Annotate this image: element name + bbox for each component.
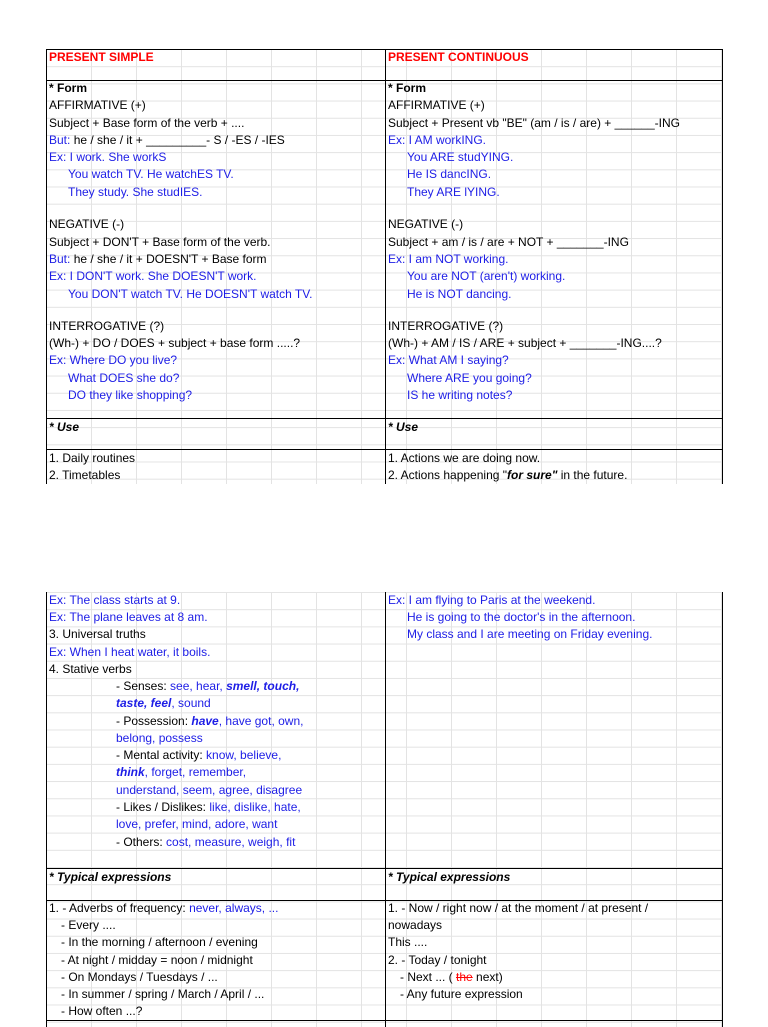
stative-verbs-emph: taste, feel [116,696,172,710]
expression-item: - In the morning / afternoon / evening [61,935,258,949]
stative-verbs: like, dislike, hate, [209,800,301,814]
use-text: in the future. [557,468,628,482]
example-line: DO they like shopping? [68,388,193,402]
table-border-right [722,592,723,1027]
but-text: he / she / it + DOESN'T + Base form [70,252,267,266]
example-line: Ex: What AM I saying? [388,353,509,367]
stative-senses [49,678,299,695]
example-line: He is NOT dancing. [407,287,512,301]
example-line: Where ARE you going? [407,371,532,385]
stative-verbs-emph: smell, touch, [226,679,300,693]
present-continuous-column [386,49,721,484]
expression-text: 1. - Adverbs of frequency: [49,901,190,915]
example-line: Ex: I am NOT working. [388,252,509,266]
example-line: Ex: The plane leaves at 8 am. [49,610,208,624]
struck-word: the [456,970,473,984]
affirmative-label: AFFIRMATIVE (+) [49,98,146,112]
expression-item: nowadays [388,918,443,932]
interrogative-label: INTERROGATIVE (?) [49,319,165,333]
example-line: What DOES she do? [68,371,180,385]
stative-verbs-emph: think [116,765,145,779]
interrogative-label: INTERROGATIVE (?) [388,319,504,333]
example-line: Ex: Where DO you live? [49,353,178,367]
form-label: * Form [388,81,427,95]
affirmative-rule: Subject + Base form of the verb + .... [49,116,245,130]
example-line: Ex: The class starts at 9. [49,593,181,607]
example-line: You are NOT (aren't) working. [407,269,566,283]
example-line: My class and I are meeting on Friday evening. [407,627,653,641]
stative-verbs: know, believe, [206,748,282,762]
use-label: * Use [388,420,419,434]
stative-verbs: , forget, remember, [144,765,247,779]
use-item [388,467,627,484]
stative-label: - Mental activity: [116,748,207,762]
negative-rule: Subject + am / is / are + NOT + _______-ING [388,235,629,249]
stative-senses-cont [49,695,211,712]
present-simple-column [47,49,384,484]
form-label: * Form [49,81,88,95]
example-line: They study. She studIES. [68,185,203,199]
expression-item: This .... [388,935,428,949]
present-continuous-header: PRESENT CONTINUOUS [388,50,529,64]
example-line: You watch TV. He watchES TV. [68,167,234,181]
present-continuous-column-cont [386,592,721,1027]
stative-verbs: , have got, own, [218,714,304,728]
expression-item: 1. - Now / right now / at the moment / at present / [388,901,649,915]
but-text: he / she / it + _________- S / -ES / -IES [70,133,285,147]
example-line: Ex: I DON'T work. She DOESN'T work. [49,269,257,283]
use-item: 2. Timetables [49,468,121,482]
expression-item [388,969,503,986]
use-text: 2. Actions happening " [388,468,508,482]
sheet-page-2 [46,592,723,1027]
expression-item: - Every .... [61,918,116,932]
stative-label: - Possession: [116,714,192,728]
expression-item: - Any future expression [400,987,523,1001]
affirmative-label: AFFIRMATIVE (+) [388,98,485,112]
example-line: IS he writing notes? [407,388,513,402]
stative-verbs: , sound [171,696,211,710]
present-simple-column-cont [47,592,384,1027]
stative-mental [49,747,281,764]
stative-likes [49,799,301,816]
affirmative-rule: Subject + Present vb "BE" (am / is / are) + ______-ING [388,116,680,130]
use-item: 4. Stative verbs [49,662,132,676]
negative-label: NEGATIVE (-) [388,217,464,231]
example-line: Ex: I am flying to Paris at the weekend. [388,593,596,607]
expression-item: 2. - Today / tonight [388,953,487,967]
but-rule-2 [49,251,267,268]
stative-verbs: understand, seem, agree, disagree [116,783,303,797]
expression-item [49,900,278,917]
stative-verbs: love, prefer, mind, adore, want [116,817,278,831]
but-rule-1 [49,132,285,149]
stative-mental-cont [49,764,246,781]
example-line: You ARE studYING. [407,150,514,164]
example-line: He IS dancING. [407,167,492,181]
use-item: 1. Daily routines [49,451,136,465]
expression-item: - How often ...? [61,1004,143,1018]
example-line: Ex: I work. She workS [49,150,167,164]
expression-item: - In summer / spring / March / April / ... [61,987,265,1001]
example-line: You DON'T watch TV. He DOESN'T watch TV. [68,287,313,301]
use-item: 3. Universal truths [49,627,146,641]
expression-text: next) [472,970,503,984]
sheet-page-1 [46,49,723,484]
use-label: * Use [49,420,80,434]
stative-verbs: cost, measure, weigh, fit [166,835,296,849]
typical-expressions-label: * Typical expressions [388,870,511,884]
interrogative-rule: (Wh-) + DO / DOES + subject + base form .....? [49,336,301,350]
example-line: They ARE lYING. [407,185,500,199]
stative-verbs: belong, possess [116,731,203,745]
negative-label: NEGATIVE (-) [49,217,125,231]
but-word: But: [49,252,71,266]
use-item: 1. Actions we are doing now. [388,451,541,465]
stative-label: - Likes / Dislikes: [116,800,210,814]
stative-label: - Senses: [116,679,171,693]
present-simple-header: PRESENT SIMPLE [49,50,154,64]
typical-expressions-label: * Typical expressions [49,870,172,884]
stative-verbs-emph: have [191,714,219,728]
negative-rule: Subject + DON'T + Base form of the verb. [49,235,271,249]
expression-item: - At night / midday = noon / midnight [61,953,253,967]
stative-others [49,834,295,851]
stative-possession [49,713,303,730]
expression-text: - Next ... ( [400,970,457,984]
interrogative-rule: (Wh-) + AM / IS / ARE + subject + _______-ING....? [388,336,662,350]
but-word: But: [49,133,71,147]
expression-adverbs: never, always, ... [189,901,279,915]
stative-verbs: see, hear, [170,679,227,693]
example-line: Ex: When I heat water, it boils. [49,645,211,659]
stative-label: - Others: [116,835,167,849]
use-emphasis: for sure" [507,468,558,482]
example-line: Ex: I AM workING. [388,133,487,147]
expression-item: - On Mondays / Tuesdays / ... [61,970,218,984]
example-line: He is going to the doctor's in the afternoon. [407,610,636,624]
